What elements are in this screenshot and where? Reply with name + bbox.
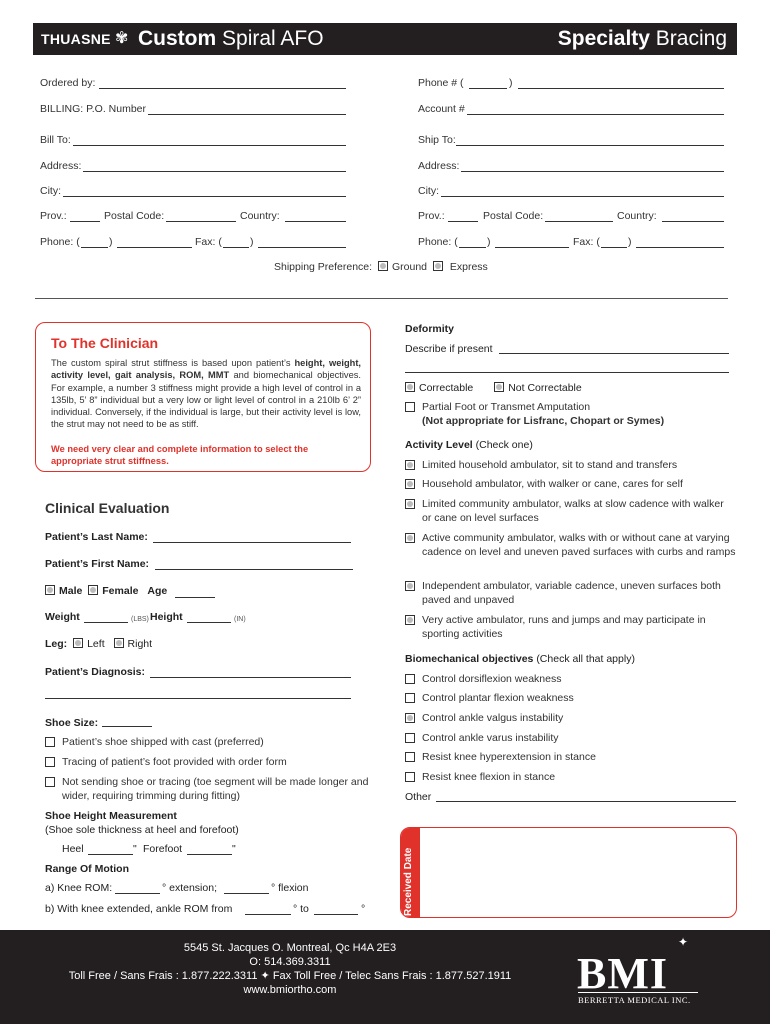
sex-age-row <box>45 585 167 597</box>
clinician-text: The custom spiral strut stiffness is based upon patient’s height, weight, activity level, gait analysis, ROM, MMT and biomechanical objectives. For example, a number 3 stiffness might provide a high level of control in a 135lb, 5’ 8” individual but a very low or light level of control in a 210lb 6’ 2” individual. Conversely, if the individual is large, but their activity level is low, the strut may not need to be as stiff. <box>51 358 362 430</box>
male-checkbox[interactable] <box>45 585 55 595</box>
activity-option-checkbox[interactable] <box>405 479 415 489</box>
forefoot-field[interactable] <box>187 854 232 855</box>
account-field[interactable] <box>467 114 724 115</box>
bill-phone-label: Phone: ( <box>40 236 80 248</box>
account-label: Account # <box>418 103 465 115</box>
ship-prov-label: Prov.: <box>418 210 445 222</box>
biomech-title: Biomechanical objectives (Check all that apply) <box>405 653 635 665</box>
phone-area-field[interactable] <box>469 88 507 89</box>
shoe-option: Tracing of patient’s foot provided with order form <box>45 756 355 770</box>
biomech-option: Control ankle valgus instability <box>405 712 735 726</box>
age-label: Age <box>147 585 168 597</box>
footer-contact <box>40 941 540 997</box>
left-label: Left <box>87 638 105 650</box>
ground-label: Ground <box>392 261 428 273</box>
height-label: Height <box>150 611 183 623</box>
footer-phone-line <box>40 969 540 983</box>
correctable-label: Correctable <box>419 382 474 394</box>
ship-city-label: City: <box>418 185 439 197</box>
bill-fax-field[interactable] <box>258 247 346 248</box>
clinician-title: To The Clinician <box>51 335 159 351</box>
clinical-evaluation-title: Clinical Evaluation <box>45 500 170 516</box>
male-label: Male <box>59 585 83 597</box>
bill-country-label: Country: <box>240 210 280 222</box>
ship-postal-label: Postal Code: <box>483 210 544 222</box>
deformity-title: Deformity <box>405 323 455 335</box>
correctable-row <box>405 382 582 394</box>
activity-option-checkbox[interactable] <box>405 615 415 625</box>
leg-row <box>45 638 152 650</box>
bill-to-field[interactable] <box>73 145 346 146</box>
biomech-option-checkbox[interactable] <box>405 752 415 762</box>
correctable-checkbox[interactable] <box>405 382 415 392</box>
footer-address: 5545 St. Jacques O. Montreal, Qc H4A 2E3 <box>183 942 397 954</box>
ship-address-field[interactable] <box>461 171 724 172</box>
describe-label: Describe if present <box>405 343 493 355</box>
ship-phone-label: Phone: ( <box>418 236 458 248</box>
activity-option-checkbox[interactable] <box>405 460 415 470</box>
lbs-unit: (LBS) <box>131 616 149 623</box>
clinician-notice-box <box>35 322 371 472</box>
shoe-option: Not sending shoe or tracing (toe segment will be made longer and wider, requiring trimming during fitting) <box>45 776 375 803</box>
ship-city-field[interactable] <box>441 196 724 197</box>
section-divider <box>35 298 728 299</box>
bill-to-label: Bill To: <box>40 134 71 146</box>
bill-postal-field[interactable] <box>166 221 236 222</box>
footer-toll-free: Toll Free / Sans Frais : 1.877.222.3311 <box>68 970 258 982</box>
bmi-logo: BMI <box>577 949 668 998</box>
inch-mark: " <box>232 843 236 855</box>
biomech-option-checkbox[interactable] <box>405 674 415 684</box>
footer-fax: Fax Toll Free / Telec Sans Frais : 1.877.527.1911 <box>272 970 512 982</box>
activity-option: Very active ambulator, runs and jumps and may participate in sporting activities <box>405 614 725 641</box>
ordered-by-field[interactable] <box>99 88 346 89</box>
ship-to-label: Ship To: <box>418 134 456 146</box>
ship-phone-field[interactable] <box>495 247 569 248</box>
shoe-height-sub: (Shoe sole thickness at heel and forefoot) <box>45 824 239 836</box>
shoe-option: Patient’s shoe shipped with cast (preferred) <box>45 736 355 750</box>
billing-po-label: BILLING: P.O. Number <box>40 103 147 115</box>
activity-option-checkbox[interactable] <box>405 533 415 543</box>
phone-label: Phone # ( <box>418 77 464 89</box>
bill-address-label: Address: <box>40 160 82 172</box>
biomech-option-checkbox[interactable] <box>405 693 415 703</box>
last-name-field[interactable] <box>153 542 351 543</box>
not-correctable-label: Not Correctable <box>508 382 582 394</box>
category-title: Specialty Bracing <box>557 27 727 50</box>
ship-fax-label: Fax: ( <box>573 236 600 248</box>
shoe-option-checkbox[interactable] <box>45 757 55 767</box>
biomech-option: Control ankle varus instability <box>405 732 735 746</box>
header-bar <box>33 23 737 55</box>
bill-city-field[interactable] <box>63 196 346 197</box>
not-correctable-checkbox[interactable] <box>494 382 504 392</box>
shoe-option-checkbox[interactable] <box>45 777 55 787</box>
paren-close: ) <box>487 236 491 248</box>
ship-phone-area-field[interactable] <box>459 247 486 248</box>
ship-country-label: Country: <box>617 210 657 222</box>
inch-mark: " <box>133 843 137 855</box>
maple-leaf-icon: ✦ <box>678 935 689 949</box>
activity-option: Limited household ambulator, sit to stand and transfers <box>405 459 735 473</box>
partial-foot-checkbox[interactable] <box>405 402 415 412</box>
shipping-preference <box>274 261 488 273</box>
first-name-label: Patient’s First Name: <box>45 558 150 570</box>
ankle-from-field[interactable] <box>245 914 291 915</box>
activity-option: Independent ambulator, variable cadence, uneven surfaces both paved and unpaved <box>405 580 725 607</box>
biomech-option-checkbox[interactable] <box>405 772 415 782</box>
in-unit: (IN) <box>234 616 246 623</box>
ship-country-field[interactable] <box>662 221 724 222</box>
activity-option-checkbox[interactable] <box>405 581 415 591</box>
ordered-by-label: Ordered by: <box>40 77 96 89</box>
biomech-option-checkbox[interactable] <box>405 713 415 723</box>
ship-fax-field[interactable] <box>636 247 724 248</box>
activity-option: Active community ambulator, walks with or without cane at varying cadence on level and uneven paved surfaces with curbs and ramps <box>405 532 741 559</box>
weight-label: Weight <box>45 611 80 623</box>
received-date-tab <box>401 828 420 917</box>
heel-field[interactable] <box>88 854 133 855</box>
diagnosis-field-2[interactable] <box>45 698 351 699</box>
partial-foot-note: (Not appropriate for Lisfranc, Chopart or Symes) <box>422 414 665 427</box>
bill-phone-field[interactable] <box>117 247 192 248</box>
right-label: Right <box>127 638 153 650</box>
footer <box>0 930 770 1024</box>
ship-address-label: Address: <box>418 160 460 172</box>
shoe-option-checkbox[interactable] <box>45 737 55 747</box>
ship-prov-field[interactable] <box>448 221 478 222</box>
brand-name: THUASNE <box>41 31 111 47</box>
received-date-box <box>400 827 737 918</box>
form-title: Custom Spiral AFO <box>138 27 324 50</box>
biomech-option: Control plantar flexion weakness <box>405 692 735 706</box>
bill-fax-label: Fax: ( <box>195 236 222 248</box>
express-label: Express <box>449 261 488 273</box>
activity-option-checkbox[interactable] <box>405 499 415 509</box>
bill-address-field[interactable] <box>83 171 346 172</box>
height-field[interactable] <box>187 622 231 623</box>
po-number-field[interactable] <box>148 114 346 115</box>
paren-close: ) <box>628 236 632 248</box>
first-name-field[interactable] <box>155 569 353 570</box>
ship-to-field[interactable] <box>456 145 724 146</box>
express-checkbox[interactable] <box>433 261 443 271</box>
female-label: Female <box>102 585 139 597</box>
bill-country-field[interactable] <box>285 221 346 222</box>
paren-close: ) <box>109 236 113 248</box>
female-checkbox[interactable] <box>88 585 98 595</box>
biomech-option-checkbox[interactable] <box>405 733 415 743</box>
left-leg-checkbox[interactable] <box>73 638 83 648</box>
knee-flexion-field[interactable] <box>224 893 269 894</box>
extension-label: ° extension; <box>162 882 217 894</box>
other-label: Other <box>405 791 432 803</box>
footer-office-phone: O: 514.369.3311 <box>249 956 331 968</box>
flexion-label: ° flexion <box>271 882 309 894</box>
paren-close: ) <box>509 77 513 89</box>
forefoot-label: Forefoot <box>143 843 183 855</box>
knee-rom-label: a) Knee ROM: <box>45 882 113 894</box>
describe-field-2[interactable] <box>405 372 729 373</box>
diagnosis-label: Patient’s Diagnosis: <box>45 666 145 678</box>
age-field[interactable] <box>175 597 215 598</box>
shoe-size-label: Shoe Size: <box>45 717 99 729</box>
shoe-height-title: Shoe Height Measurement <box>45 810 177 822</box>
rom-title: Range Of Motion <box>45 863 129 875</box>
bill-postal-label: Postal Code: <box>104 210 165 222</box>
clinician-warning: We need very clear and complete information to select the appropriate strut stiffness. <box>51 444 309 467</box>
leg-label: Leg: <box>45 638 68 650</box>
paren-close: ) <box>250 236 254 248</box>
ship-postal-field[interactable] <box>545 221 613 222</box>
activity-option: Limited community ambulator, walks at slow cadence with walker or cane on level surfaces <box>405 498 725 525</box>
bill-prov-label: Prov.: <box>40 210 67 222</box>
activity-level-title: Activity Level (Check one) <box>405 439 533 451</box>
ankle-to-field[interactable] <box>314 914 358 915</box>
knee-extension-field[interactable] <box>115 893 160 894</box>
biomech-option: Resist knee flexion in stance <box>405 771 735 785</box>
degree-mark: ° <box>361 903 366 915</box>
maple-leaf-icon: ✦ <box>260 970 270 982</box>
right-leg-checkbox[interactable] <box>114 638 124 648</box>
diagnosis-field[interactable] <box>150 677 351 678</box>
ground-checkbox[interactable] <box>378 261 388 271</box>
partial-foot-label: Partial Foot or Transmet Amputation <box>422 401 591 413</box>
biomech-option: Resist knee hyperextension in stance <box>405 751 735 765</box>
bill-city-label: City: <box>40 185 61 197</box>
phone-number-field[interactable] <box>518 88 724 89</box>
to-label: ° to <box>293 903 309 915</box>
shoe-size-field[interactable] <box>102 726 152 727</box>
shipping-pref-label: Shipping Preference: <box>274 261 373 273</box>
bill-prov-field[interactable] <box>70 221 100 222</box>
bill-fax-area-field[interactable] <box>223 247 249 248</box>
activity-option: Household ambulator, with walker or cane, cares for self <box>405 478 735 492</box>
weight-field[interactable] <box>84 622 128 623</box>
footer-website[interactable]: www.bmiortho.com <box>243 984 337 996</box>
other-field[interactable] <box>436 801 736 802</box>
partial-foot-option <box>405 401 735 428</box>
ankle-rom-label: b) With knee extended, ankle ROM from <box>45 903 233 915</box>
company-name: BERRETTA MEDICAL INC. <box>578 992 698 1005</box>
last-name-label: Patient’s Last Name: <box>45 531 148 543</box>
thuasne-logo-icon: ✾ <box>115 30 129 47</box>
biomech-option: Control dorsiflexion weakness <box>405 673 735 687</box>
ship-fax-area-field[interactable] <box>601 247 627 248</box>
bill-phone-area-field[interactable] <box>81 247 108 248</box>
heel-label: Heel <box>62 843 84 855</box>
received-date-label: Received Date <box>403 847 414 916</box>
describe-field[interactable] <box>499 353 729 354</box>
